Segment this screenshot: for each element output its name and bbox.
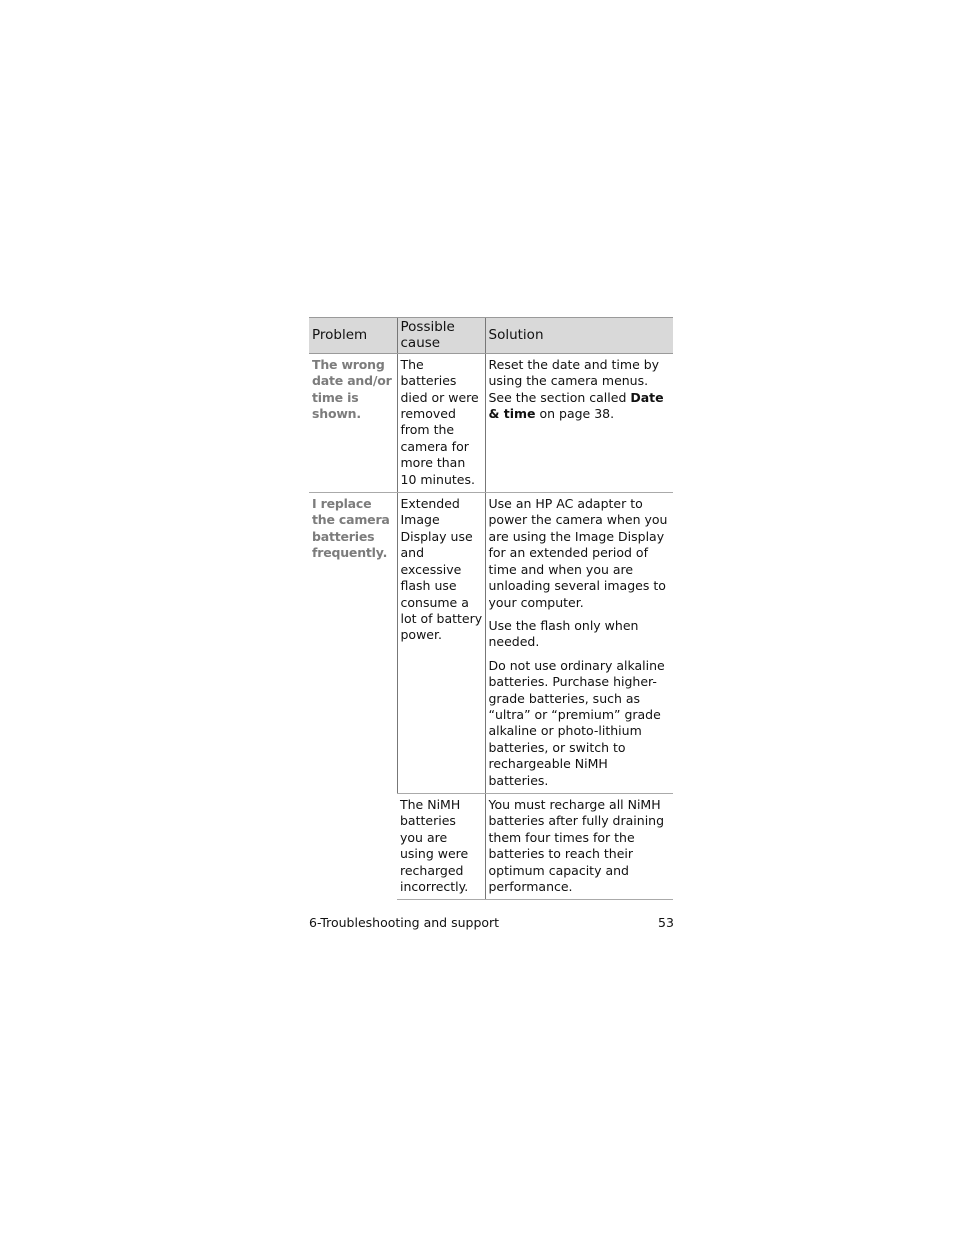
cause-cell: The batteries died or were removed from the camera for more than 10 minutes. (397, 353, 485, 492)
solution-paragraph: Do not use ordinary alkaline batteries. Purchase higher-grade batteries, such as “ultra” or “premium” grade alkaline or photo-lithium batteries, or switch to rechargeable NiMH batteries. (488, 657, 665, 788)
table-row (309, 493, 673, 794)
solution-cell (485, 353, 673, 492)
footer-chapter-title: 6-Troubleshooting and support (309, 915, 500, 930)
cause-cell: Extended Image Display use and excessive flash use consume a lot of battery power. (397, 493, 485, 794)
problem-cell: I replace the camera batteries frequently. (312, 496, 390, 561)
solution-cell: You must recharge all NiMH batteries after fully draining them four times for the batteries to reach their optimum capacity and performance. (485, 793, 673, 899)
solution-paragraph: Use the flash only when needed. (488, 617, 639, 650)
section-reference: Date & time (488, 389, 664, 422)
table-row (309, 353, 673, 492)
cause-cell: The NiMH batteries you are using were recharged incorrectly. (397, 793, 485, 899)
solution-text: on page 38. (535, 406, 615, 422)
troubleshooting-table (309, 317, 673, 900)
problem-cell: The wrong date and/or time is shown. (309, 353, 397, 492)
solution-text: Reset the date and time by using the camera menus. See the section called (488, 356, 660, 405)
header-possible-cause: Possible cause (397, 318, 485, 354)
solution-paragraph: Use an HP AC adapter to power the camera when you are using the Image Display for an extended period of time and when you are unloading several images to your computer. (488, 496, 668, 610)
header-solution: Solution (485, 318, 673, 354)
solution-cell (485, 493, 673, 794)
footer-page-number: 53 (658, 915, 674, 930)
table-header (309, 318, 673, 354)
header-row (309, 318, 673, 354)
header-problem: Problem (309, 318, 397, 354)
